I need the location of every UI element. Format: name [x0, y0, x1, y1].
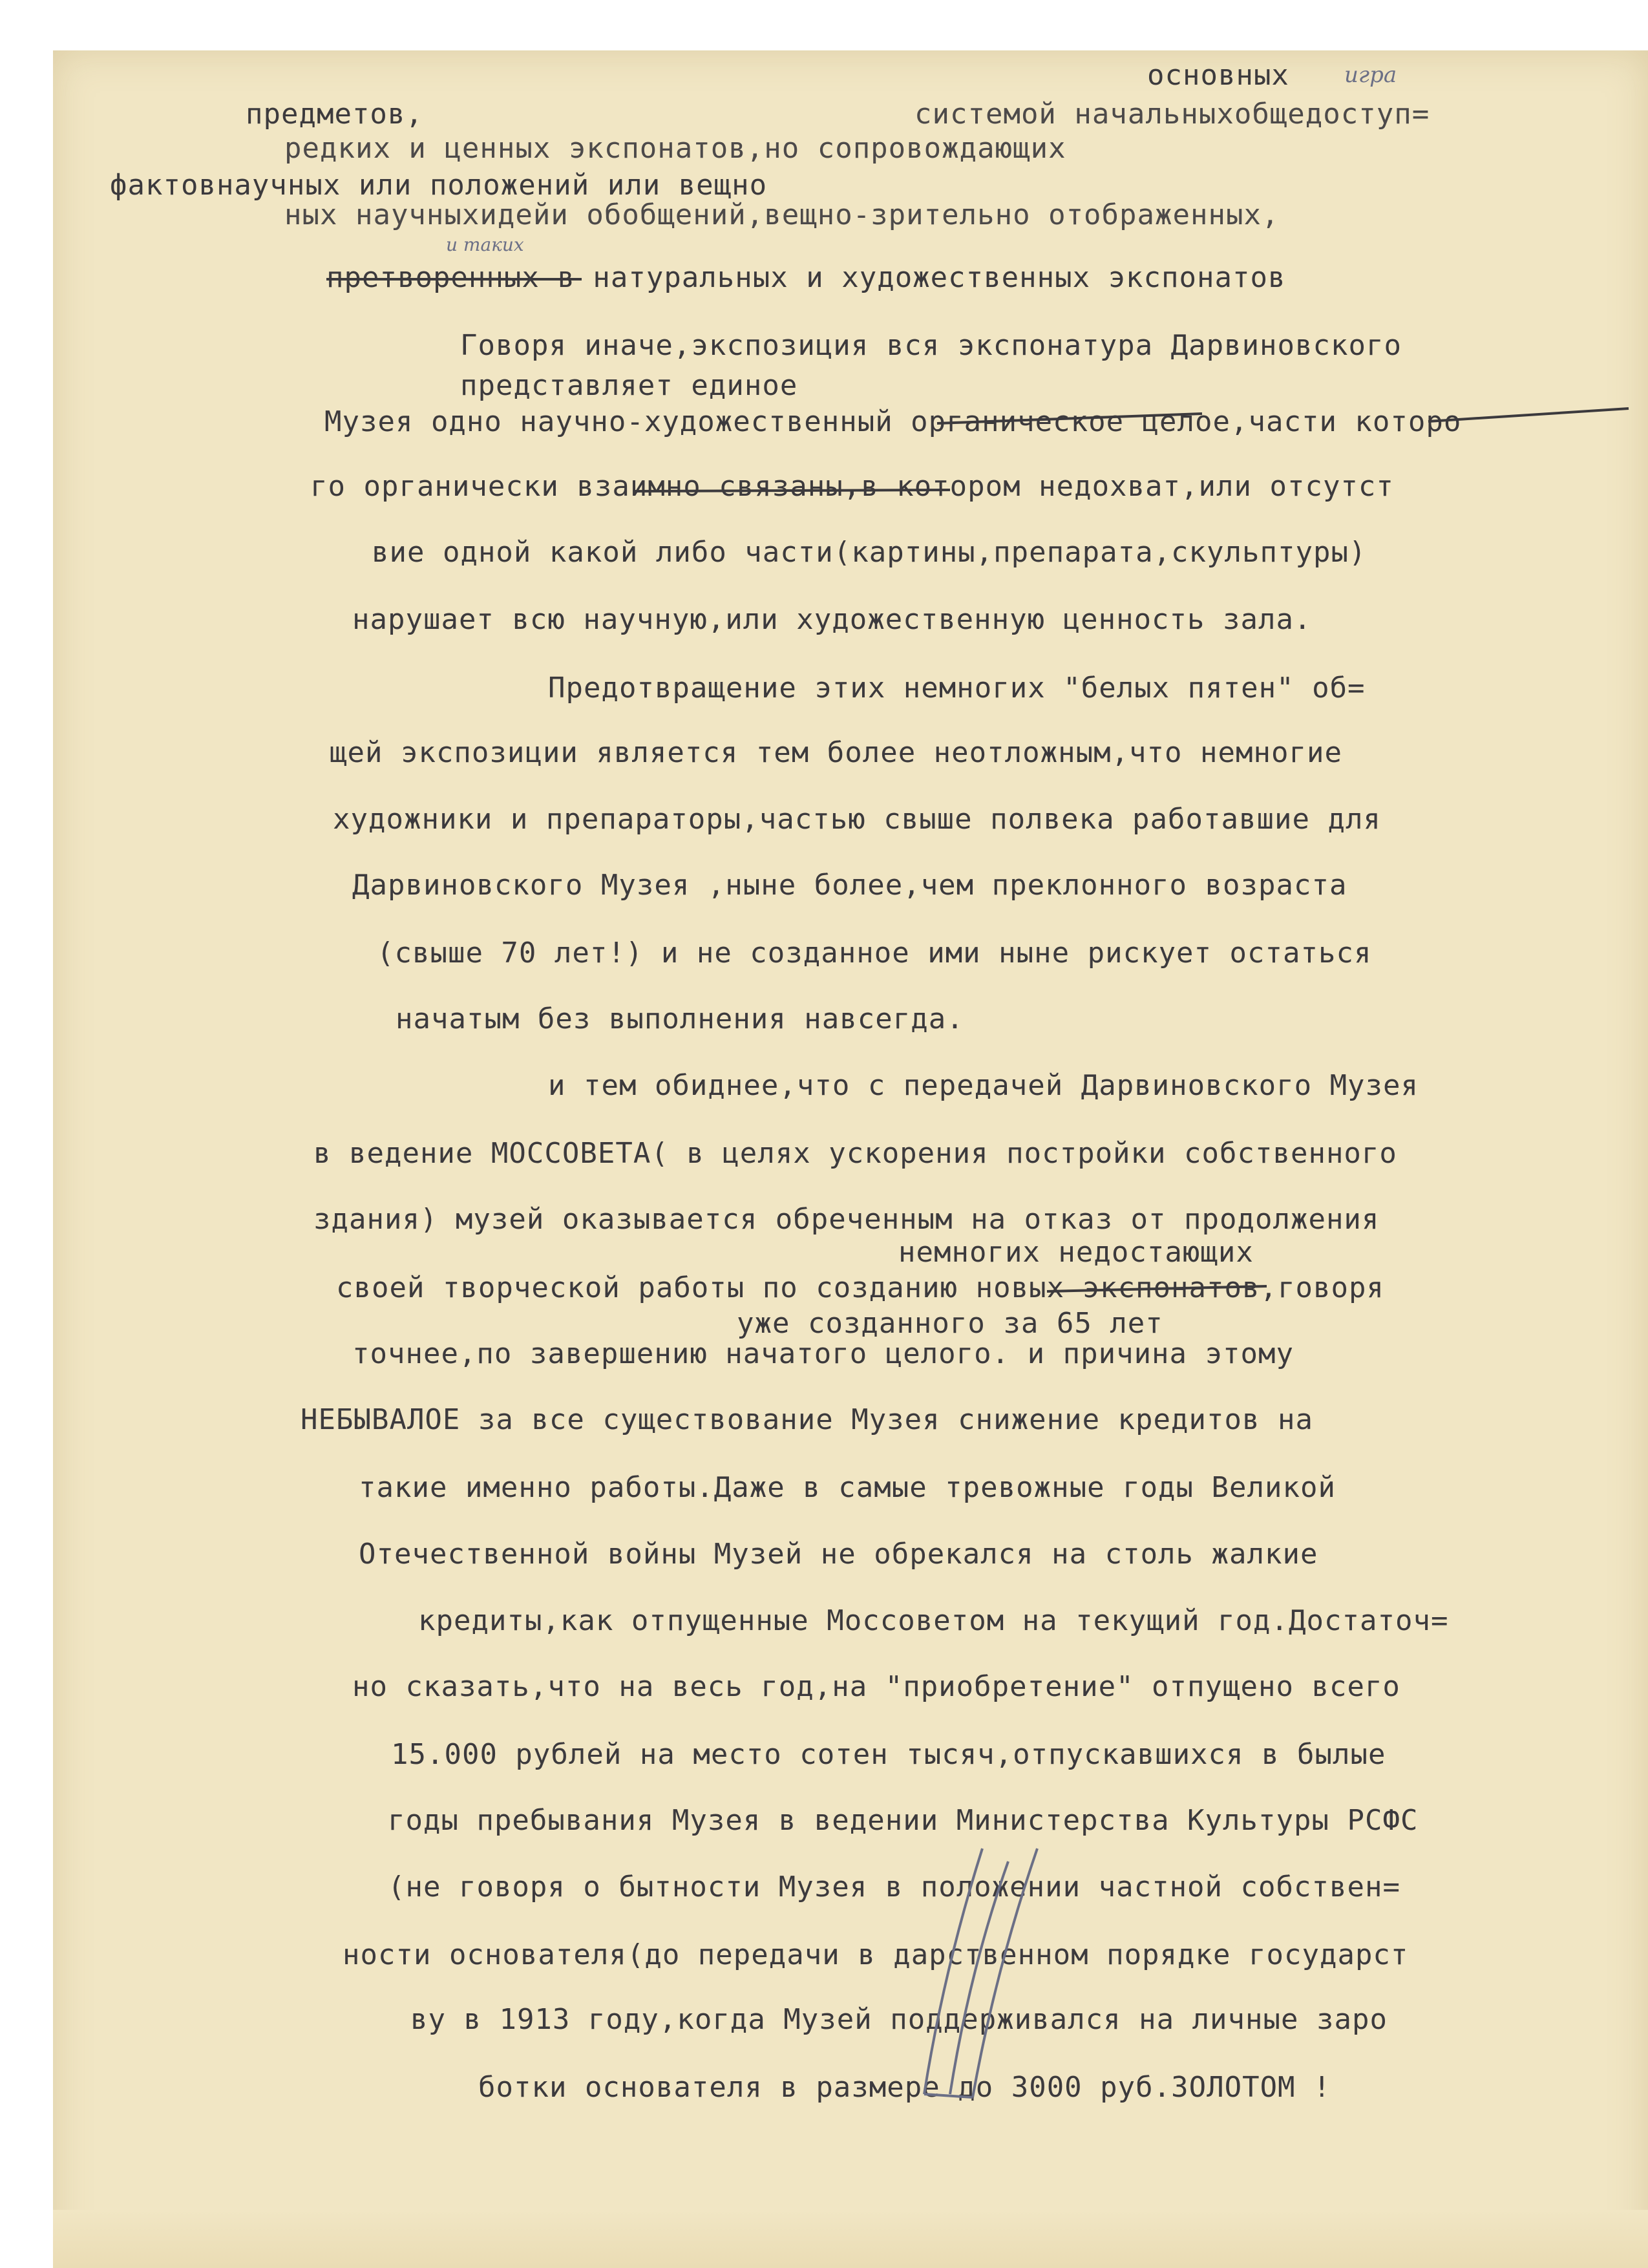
- typed-line: годы пребывания Музея в ведении Министерства Культуры РСФС: [388, 1804, 1419, 1837]
- typed-line: ности основателя(до передачи в дарственном порядке государст: [343, 1938, 1409, 1971]
- typed-line: НЕБЫВАЛОЕ за все существование Музея снижение кредитов на: [301, 1403, 1313, 1436]
- typed-line: предметов,: [246, 98, 423, 131]
- typed-line: системой начальныхобщедоступ=: [914, 98, 1430, 131]
- typed-line: художники и препараторы,частью свыше полвека работавшие для: [333, 803, 1381, 836]
- typed-line: претворенных в натуральных и художественных экспонатов: [326, 261, 1286, 294]
- typed-line: ных научныхидейи обобщений,вещно-зрительно отображенных,: [284, 198, 1280, 231]
- typed-line: здания) музей оказывается обреченным на отказ от продолжения: [313, 1203, 1380, 1236]
- typed-line: щей экспозиции является тем более неотложным,что немногие: [330, 736, 1342, 769]
- handwritten-note: и таких: [446, 234, 524, 255]
- typed-line: в ведение МОССОВЕТА( в целях ускорения постройки собственного: [313, 1137, 1397, 1170]
- typed-line: такие именно работы.Даже в самые тревожные годы Великой: [359, 1471, 1336, 1504]
- typed-line: редких и ценных экспонатов,но сопровождающих: [284, 132, 1066, 165]
- typed-line: но сказать,что на весь год,на "приобретение" отпущено всего: [352, 1670, 1400, 1703]
- paper-edge: [53, 2210, 1648, 2268]
- typed-line: и тем обиднее,что с передачей Дарвиновского Музея: [548, 1069, 1419, 1102]
- typed-line: кредиты,как отпущенные Моссоветом на текущий год.Достаточ=: [418, 1604, 1449, 1637]
- handwritten-note: игра: [1344, 62, 1397, 88]
- typed-line: начатым без выполнения навсегда.: [396, 1002, 964, 1035]
- typed-line: го органически взаимно связаны,в котором недохват,или отсутст: [310, 470, 1394, 503]
- typed-line: уже созданного за 65 лет: [737, 1307, 1163, 1340]
- typed-line: 15.000 рублей на место сотен тысяч,отпускавшихся в былые: [391, 1738, 1386, 1771]
- typed-line: нарушает всю научную,или художественную ценность зала.: [352, 603, 1312, 636]
- typed-line: ботки основателя в размере до 3000 руб.ЗОЛОТОМ !: [478, 2071, 1331, 2104]
- typed-line: немногих недостающих: [898, 1236, 1254, 1269]
- typed-line: (не говоря о бытности Музея в положении частной собствен=: [388, 1871, 1400, 1903]
- typed-line: основных: [1147, 59, 1289, 92]
- typed-line: (свыше 70 лет!) и не созданное ими ныне рискует остаться: [377, 937, 1372, 970]
- typed-line: ву в 1913 году,когда Музей поддерживался на личные заро: [410, 2003, 1388, 2036]
- typed-line: Говоря иначе,экспозиция вся экспонатура Дарвиновского: [460, 329, 1402, 362]
- typed-line: своей творческой работы по созданию новых экспонатов,говоря: [336, 1271, 1384, 1304]
- typed-line: Музея одно научно-художественный органическое целое,части которо: [324, 405, 1462, 438]
- typed-line: представляет единое: [460, 369, 798, 402]
- typed-line: вие одной какой либо части(картины,препарата,скульптуры): [372, 536, 1367, 569]
- typed-line: фактовнаучных или положений или вещно: [110, 169, 768, 202]
- typed-line: Отечественной войны Музей не обрекался на столь жалкие: [359, 1538, 1318, 1571]
- typed-line: Предотвращение этих немногих "белых пятен" об=: [548, 672, 1366, 705]
- typed-line: Дарвиновского Музея ,ныне более,чем преклонного возраста: [352, 869, 1347, 902]
- typed-line: точнее,по завершению начатого целого. и причина этому: [352, 1337, 1294, 1370]
